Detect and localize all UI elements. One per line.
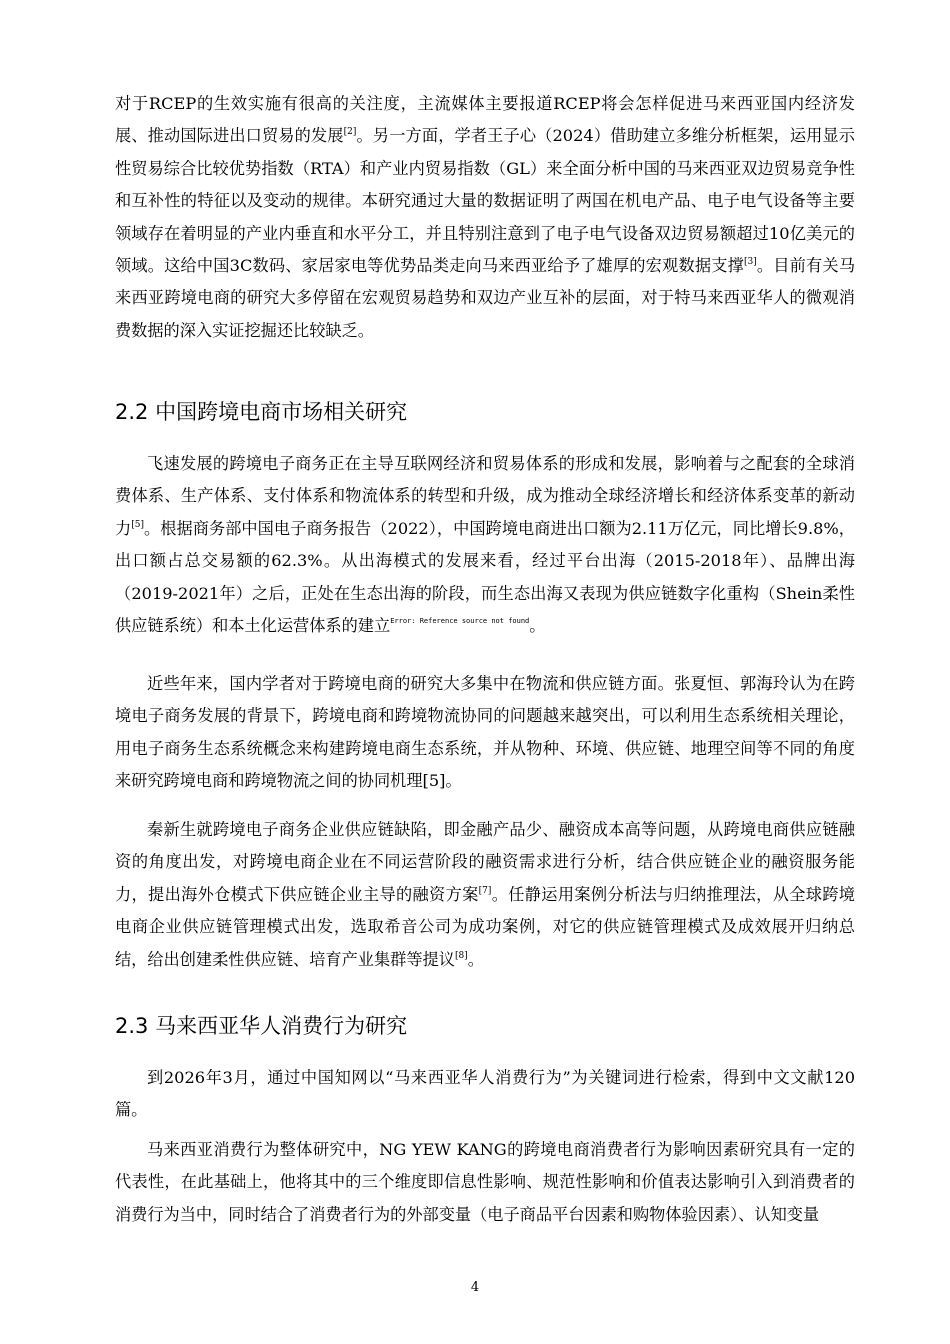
paragraph-text: 。 <box>529 616 546 636</box>
citation-marker: [5] <box>131 519 144 530</box>
paragraph-text: 。任静运用案例分析法与归纳推理法，从全球跨境电商企业供应链管理模式出发，选取希音公司为成功案例，对它的供应链管理模式及成效展开归纳总结，给出创建柔性供应链、培育产业集群等提议 <box>115 884 855 969</box>
paragraph-text: 秦新生就跨境电子商务企业供应链缺陷，即金融产品少、融资成本高等问题，从跨境电商供应链融资的角度出发，对跨境电商企业在不同运营阶段的融资需求进行分析，结合供应链企业的融资服务能力，提出海外仓模式下供应链企业主导的融资方案 <box>115 820 855 904</box>
paragraph-text: 。 <box>467 949 484 969</box>
section-heading: 2.3 马来西亚华人消费行为研究 <box>115 1014 408 1038</box>
paragraph-text: 到2026年3月，通过中国知网以“马来西亚华人消费行为”为关键词进行检索，得到中文文献120篇。 <box>115 1068 855 1120</box>
body-paragraph <box>115 814 855 976</box>
body-paragraph <box>115 668 855 798</box>
body-paragraph <box>115 88 855 347</box>
citation-marker: [7] <box>478 885 492 896</box>
body-paragraph <box>115 1134 855 1231</box>
paragraph-text: 对于RCEP的生效实施有很高的关注度，主流媒体主要报道RCEP将会怎样促进马来西亚国内经济发展、推动国际进出口贸易的发展 <box>115 94 855 146</box>
paragraph-text: 近些年来，国内学者对于跨境电商的研究大多集中在物流和供应链方面。张夏恒、郭海玲认为在跨境电子商务发展的背景下，跨境电商和跨境物流协同的问题越来越突出，可以利用生态系统相关理论，用电子商务生态系统概念来构建跨境电商生态系统，并从物种、环境、供应链、地理空间等不同的角度来研究跨境电商和跨境物流之间的协同机理[5]。 <box>115 674 855 791</box>
citation-marker: [3] <box>743 257 757 268</box>
paragraph-text: 。另一方面，学者王子心（2024）借助建立多维分析框架，运用显示性贸易综合比较优势指数（RTA）和产业内贸易指数（GL）来全面分析中国的马来西亚双边贸易竞争性和互补性的特征以及变动的规律。本研究通过大量的数据证明了两国在机电产品、电子电气设备等主要领域存在着明显的产业内垂直和水平分工，并且特别注意到了电子电气设备双边贸易额超过10亿美元的领域。这给中国3C数码、家居家电等优势品类走向马来西亚给予了雄厚的宏观数据支撑 <box>115 126 855 276</box>
page-number: 4 <box>470 1280 480 1295</box>
paragraph-text: 。根据商务部中国电子商务报告（2022），中国跨境电商进出口额为2.11万亿元，同比增长9.8%，出口额占总交易额的62.3%。从出海模式的发展来看，经过平台出海（2015-2018年）、品牌出海（2019-2021年）之后，正处在生态出海的阶段，而生态出海又表现为供应链数字化重构（Shein柔性供应链系统）和本土化运营体系的建立 <box>115 518 855 636</box>
citation-marker: [2] <box>343 127 357 138</box>
citation-marker: [8] <box>454 950 468 961</box>
reference-error-marker: Error: Reference source not found <box>390 617 530 626</box>
body-paragraph <box>115 448 855 642</box>
paragraph-text: 飞速发展的跨境电子商务正在主导互联网经济和贸易体系的形成和发展，影响着与之配套的全球消费体系、生产体系、支付体系和物流体系的转型和升级，成为推动全球经济增长和经济体系变革的新动力 <box>115 454 855 538</box>
paragraph-text: 马来西亚消费行为整体研究中，NG YEW KANG的跨境电商消费者行为影响因素研究具有一定的代表性，在此基础上，他将其中的三个维度即信息性影响、规范性影响和价值表达影响引入到消费者的消费行为当中，同时结合了消费者行为的外部变量（电子商品平台因素和购物体验因素）、认知变量 <box>115 1140 855 1224</box>
paragraph-text: 。目前有关马来西亚跨境电商的研究大多停留在宏观贸易趋势和双边产业互补的层面，对于特马来西亚华人的微观消费数据的深入实证挖掘还比较缺乏。 <box>115 256 856 340</box>
body-paragraph <box>115 1062 855 1127</box>
section-heading: 2.2 中国跨境电商市场相关研究 <box>115 400 408 424</box>
